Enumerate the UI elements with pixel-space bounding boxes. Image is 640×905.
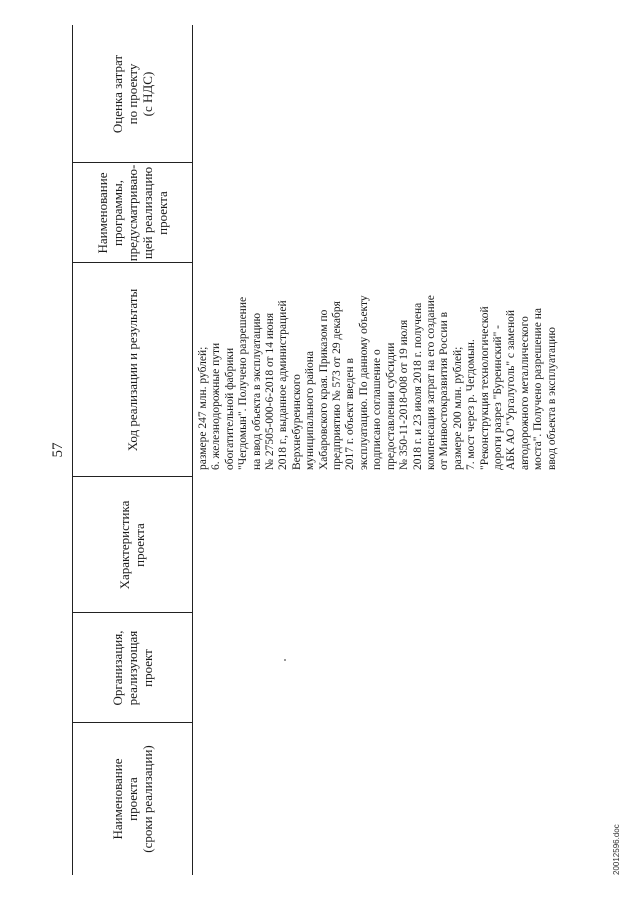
header-organization: Организация, реализующая проект (109, 630, 155, 706)
table-header-row (72, 25, 192, 875)
document-page (32, 25, 621, 875)
header-program-name: Наименование программы, предусматриваю- щей реализацию проекта (94, 164, 170, 262)
document-file-code: 20012596.doc (612, 824, 621, 875)
projects-table (72, 25, 607, 875)
scan-speck (284, 659, 286, 661)
header-project-name: Наименование проекта (сроки реализации) (109, 745, 155, 853)
page-number: 57 (50, 442, 66, 458)
header-bottom-border (192, 25, 193, 875)
header-characteristics: Характеристика проекта (117, 500, 147, 590)
header-progress: Ход реализации и результаты (124, 288, 140, 452)
header-cost-estimate: Оценка затрат по проекту (с НДС) (109, 54, 155, 134)
progress-cell-text: размере 247 млн. рублей; 6. железнодорожные пути обогатительной фабрики "Чегдомын". Получено разрешение на ввод объекта в эксплуатацию № 27505-000-6-2018 от 14 июня 2018 г., выданное администрацией Верхнебуреинского муниципального района Хабаровского края. Приказом по предприятию № 573 от 29 декабря 2017 г. объект введен в эксплуатацию. По данному объекту подписано соглашение о предоставлении субсидии № 350-11-2018-008 от 19 июля 2018 г. и 23 июля 2018 г. получена компенсация затрат на его создание от Минвостокразвития России в размере 200 млн. рублей; 7. мост через р. Чегдомын. "Реконструкция технологической дороги разрез "Буреинский" - АБК АО "Ургалуголь" с заменой автодорожного металлического моста". Получено разрешение на ввод объекта в эксплуатацию (197, 295, 558, 470)
